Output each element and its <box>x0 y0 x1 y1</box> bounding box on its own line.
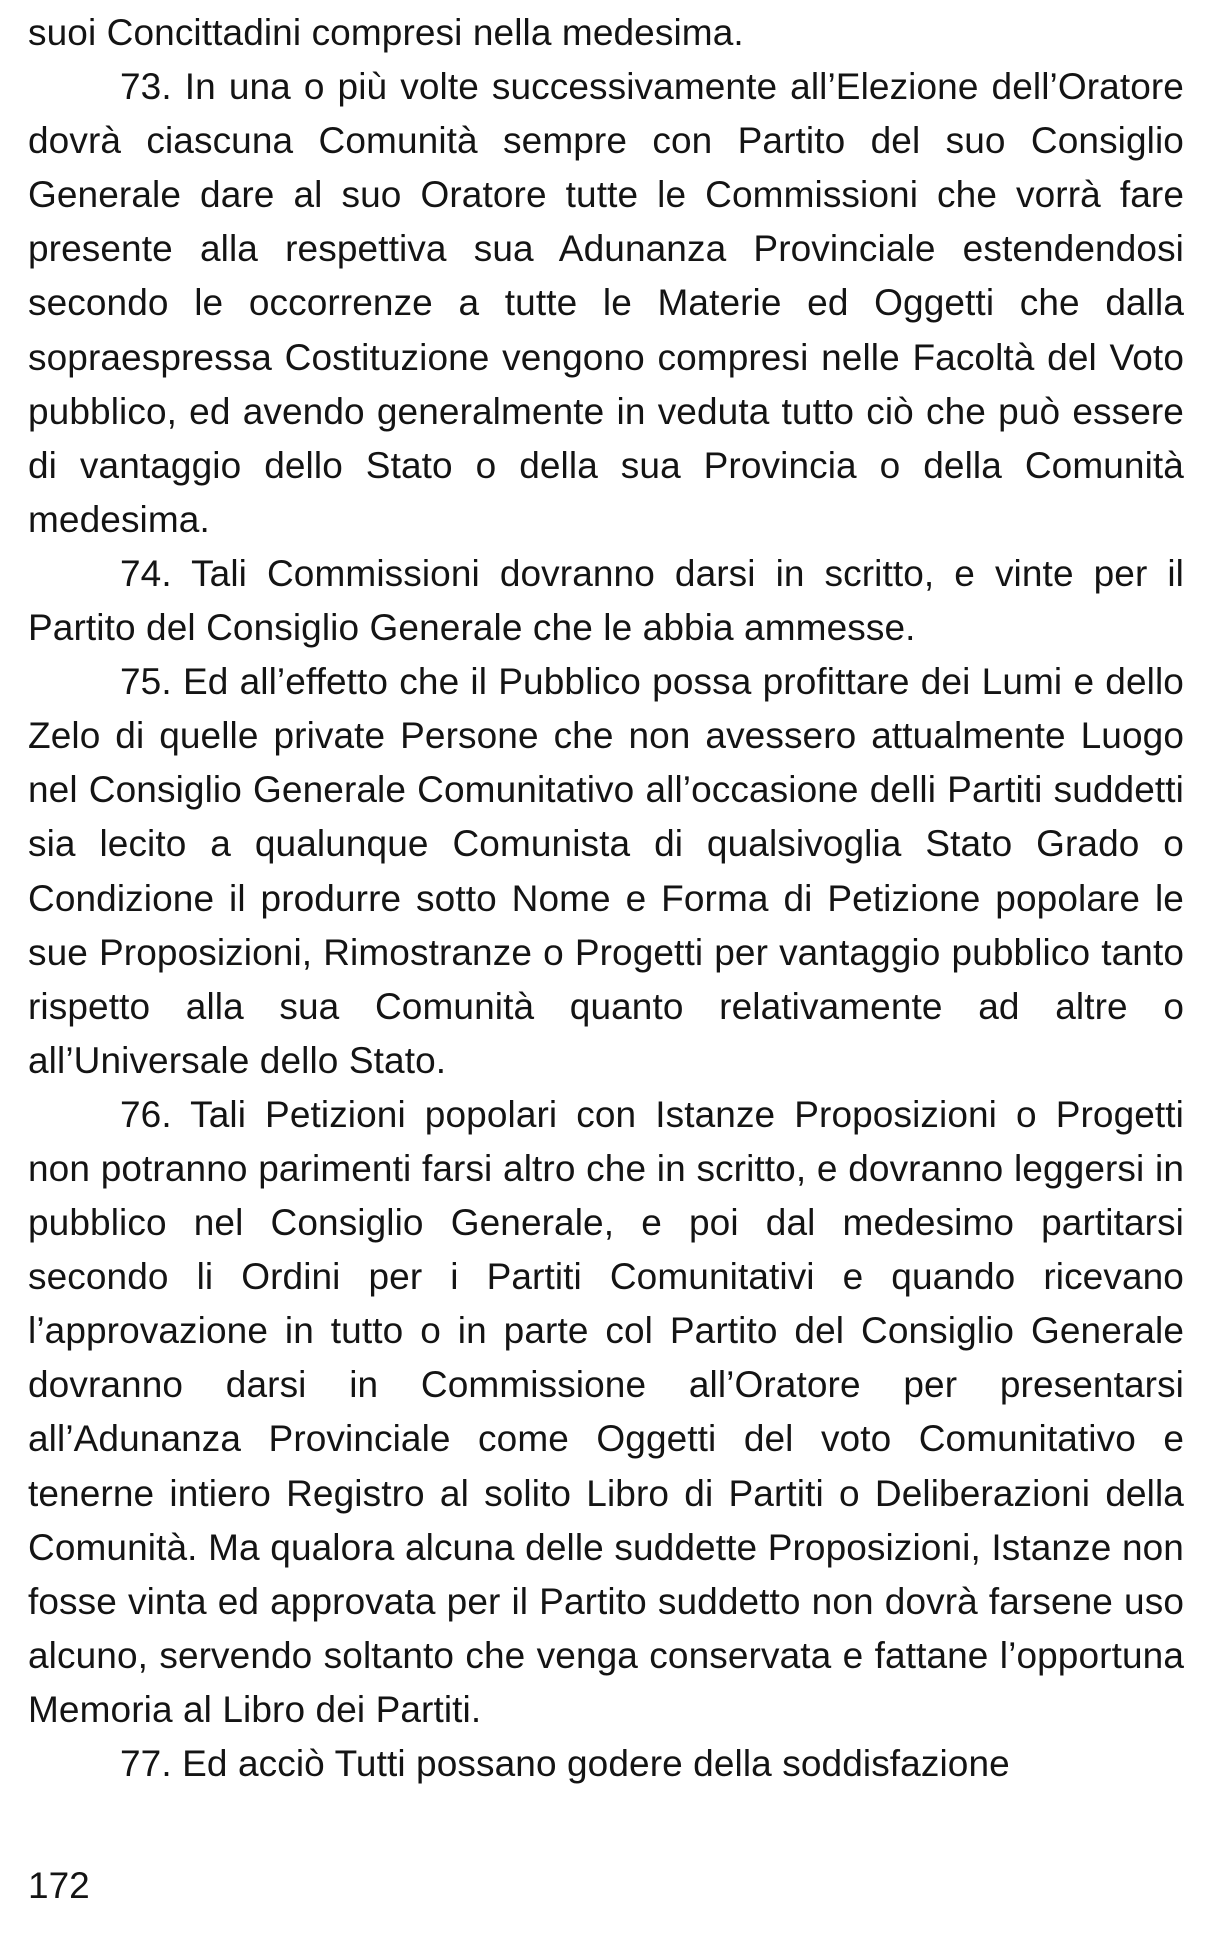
paragraph-number: 77. <box>120 1743 172 1784</box>
paragraph-77 <box>28 1737 1184 1791</box>
paragraph-text: Ed acciò Tutti possano godere della soddisfazione <box>182 1743 1010 1784</box>
paragraph-text: In una o più volte successivamente all’Elezione dell’Oratore dovrà ciascuna Comunità sempre con Partito del suo Consiglio Generale dare al suo Oratore tutte le Commissioni che vorrà fare presente alla respettiva sua Adunanza Provinciale estendendosi secondo le occorrenze a tutte le Materie ed Oggetti che dalla sopraespressa Costituzione vengono compresi nelle Facoltà del Voto pubblico, ed avendo generalmente in veduta tutto ciò che può essere di vantaggio dello Stato o della sua Provincia o della Comunità medesima. <box>28 66 1184 540</box>
body-text <box>28 6 1184 1791</box>
page-number: 172 <box>28 1865 90 1906</box>
paragraph-text: Tali Commissioni dovranno darsi in scritto, e vinte per il Partito del Consiglio Generale che le abbia ammesse. <box>28 552 1185 649</box>
paragraph-text: Ed all’effetto che il Pubblico possa profittare dei Lumi e dello Zelo di quelle private Persone che non avessero attualmente Luogo nel Consiglio Generale Comunitativo all’occasione delli Partiti suddetti sia lecito a qualunque Comunista di qualsivoglia Stato Grado o Condizione il produrre sotto Nome e Forma di Petizione popolare le sue Proposizioni, Rimostranze o Progetti per vantaggio pubblico tanto rispetto alla sua Comunità quanto relativamente ad altre o all’Universale dello Stato. <box>28 661 1184 1081</box>
paragraph-number: 74. <box>120 552 172 594</box>
paragraph-continuation <box>28 6 1184 60</box>
paragraph-text: suoi Concittadini compresi nella medesima. <box>28 12 744 53</box>
paragraph-number: 75. <box>120 661 172 703</box>
paragraph-text: Tali Petizioni popolari con Istanze Proposizioni o Progetti non potranno parimenti farsi altro che in scritto, e dovranno leggersi in pubblico nel Consiglio Generale, e poi dal medesimo partitarsi secondo li Ordini per i Partiti Comunitativi e quando ricevano l’approvazione in tutto o in parte col Partito del Consiglio Generale dovranno darsi in Commissione all’Oratore per presentarsi all’Adunanza Provinciale come Oggetti del voto Comunitativo e tenerne intiero Registro al solito Libro di Partiti o Deliberazioni della Comunità. Ma qualora alcuna delle suddette Proposizioni, Istanze non fosse vinta ed approvata per il Partito suddetto non dovrà farsene uso alcuno, servendo soltanto che venga conservata e fattane l’opportuna Memoria al Libro dei Partiti. <box>28 1093 1185 1730</box>
paragraph-number: 73. <box>120 66 172 108</box>
paragraph-74 <box>28 547 1184 655</box>
paragraph-73 <box>28 60 1184 547</box>
paragraph-76 <box>28 1088 1184 1737</box>
paragraph-number: 76. <box>120 1093 172 1135</box>
paragraph-75 <box>28 655 1184 1088</box>
